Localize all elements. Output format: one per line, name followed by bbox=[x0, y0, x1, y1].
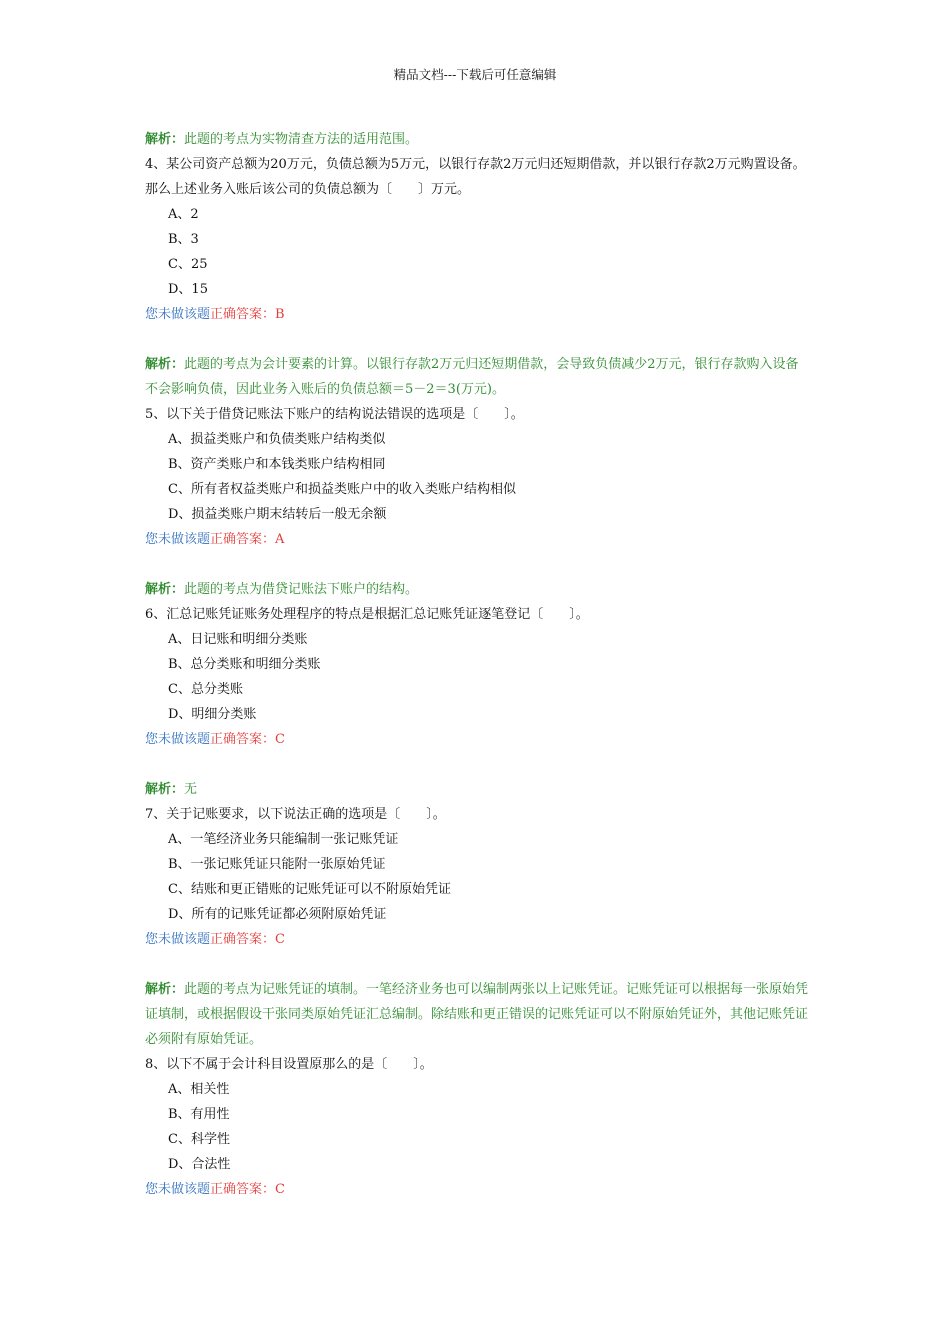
not-done-label: 您未做该题 bbox=[145, 1182, 211, 1197]
analysis-label: 解析： bbox=[145, 982, 185, 997]
option-b[interactable]: B、3 bbox=[168, 232, 199, 247]
answer-status-q8 bbox=[145, 1177, 810, 1202]
option-d[interactable]: D、合法性 bbox=[168, 1157, 231, 1172]
not-done-label: 您未做该题 bbox=[145, 532, 211, 547]
option-a[interactable]: A、相关性 bbox=[168, 1082, 230, 1097]
option-c[interactable]: C、25 bbox=[168, 257, 208, 272]
not-done-label: 您未做该题 bbox=[145, 932, 211, 947]
analysis-label: 解析： bbox=[145, 132, 185, 147]
option-d[interactable]: D、15 bbox=[168, 282, 208, 297]
analysis-q7 bbox=[145, 977, 810, 1052]
spacer bbox=[145, 552, 810, 577]
option-b[interactable]: B、资产类账户和本钱类账户结构相同 bbox=[168, 457, 386, 472]
spacer bbox=[145, 327, 810, 352]
option-b[interactable]: B、有用性 bbox=[168, 1107, 230, 1122]
analysis-text: 此题的考点为会计要素的计算。以银行存款2万元归还短期借款，会导致负债减少2万元，银行存款购入设备不会影响负债，因此业务入账后的负债总额＝5－2＝3(万元)。 bbox=[145, 357, 799, 397]
correct-answer-value: A bbox=[275, 532, 285, 547]
option-c[interactable]: C、结账和更正错账的记账凭证可以不附原始凭证 bbox=[168, 882, 451, 897]
option-a[interactable]: A、一笔经济业务只能编制一张记账凭证 bbox=[168, 832, 399, 847]
option-b[interactable]: B、一张记账凭证只能附一张原始凭证 bbox=[168, 857, 386, 872]
option-d[interactable]: D、明细分类账 bbox=[168, 707, 257, 722]
correct-answer-prefix: 正确答案： bbox=[210, 932, 276, 947]
spacer bbox=[145, 952, 810, 977]
analysis-label: 解析： bbox=[145, 357, 185, 372]
option-d[interactable]: D、损益类账户期末结转后一般无余额 bbox=[168, 507, 387, 522]
correct-answer-value: C bbox=[275, 932, 285, 947]
answer-status-q5 bbox=[145, 527, 810, 552]
analysis-q5 bbox=[145, 577, 810, 602]
spacer bbox=[145, 752, 810, 777]
option-b[interactable]: B、总分类账和明细分类账 bbox=[168, 657, 321, 672]
question-7: 7、关于记账要求，以下说法正确的选项是〔 〕。 bbox=[145, 807, 446, 822]
question-4: 4、某公司资产总额为20万元，负债总额为5万元，以银行存款2万元归还短期借款，并以银行存款2万元购置设备。那么上述业务入账后该公司的负债总额为〔 〕万元。 bbox=[145, 157, 806, 197]
correct-answer-value: B bbox=[275, 307, 285, 322]
answer-status-q6 bbox=[145, 727, 810, 752]
correct-answer-value: C bbox=[275, 1182, 285, 1197]
not-done-label: 您未做该题 bbox=[145, 307, 211, 322]
option-c[interactable]: C、总分类账 bbox=[168, 682, 243, 697]
analysis-text: 此题的考点为记账凭证的填制。一笔经济业务也可以编制两张以上记账凭证。记账凭证可以根据每一张原始凭证填制，或根据假设干张同类原始凭证汇总编制。除结账和更正错误的记账凭证可以不附原始凭证外，其他记账凭证必须附有原始凭证。 bbox=[145, 982, 809, 1047]
question-6: 6、汇总记账凭证账务处理程序的特点是根据汇总记账凭证逐笔登记〔 〕。 bbox=[145, 607, 589, 622]
correct-answer-prefix: 正确答案： bbox=[210, 307, 276, 322]
option-c[interactable]: C、所有者权益类账户和损益类账户中的收入类账户结构相似 bbox=[168, 482, 516, 497]
analysis-label: 解析： bbox=[145, 782, 185, 797]
option-d[interactable]: D、所有的记账凭证都必须附原始凭证 bbox=[168, 907, 387, 922]
analysis-label: 解析： bbox=[145, 582, 185, 597]
option-a[interactable]: A、损益类账户和负债类账户结构类似 bbox=[168, 432, 386, 447]
option-a[interactable]: A、2 bbox=[168, 207, 199, 222]
analysis-q4 bbox=[145, 352, 810, 402]
correct-answer-prefix: 正确答案： bbox=[210, 532, 276, 547]
analysis-text: 此题的考点为借贷记账法下账户的结构。 bbox=[184, 582, 419, 597]
not-done-label: 您未做该题 bbox=[145, 732, 211, 747]
correct-answer-prefix: 正确答案： bbox=[210, 732, 276, 747]
correct-answer-prefix: 正确答案： bbox=[210, 1182, 276, 1197]
analysis-text: 无 bbox=[184, 782, 198, 797]
exam-content bbox=[145, 127, 810, 1202]
question-8: 8、以下不属于会计科目设置原那么的是〔 〕。 bbox=[145, 1057, 433, 1072]
option-c[interactable]: C、科学性 bbox=[168, 1132, 230, 1147]
analysis-q6 bbox=[145, 777, 810, 802]
analysis-q3 bbox=[145, 127, 810, 152]
correct-answer-value: C bbox=[275, 732, 285, 747]
option-a[interactable]: A、日记账和明细分类账 bbox=[168, 632, 308, 647]
analysis-text: 此题的考点为实物清查方法的适用范围。 bbox=[184, 132, 419, 147]
page-header: 精品文档---下载后可任意编辑 bbox=[393, 67, 557, 82]
answer-status-q7 bbox=[145, 927, 810, 952]
answer-status-q4 bbox=[145, 302, 810, 327]
question-5: 5、以下关于借贷记账法下账户的结构说法错误的选项是〔 〕。 bbox=[145, 407, 524, 422]
